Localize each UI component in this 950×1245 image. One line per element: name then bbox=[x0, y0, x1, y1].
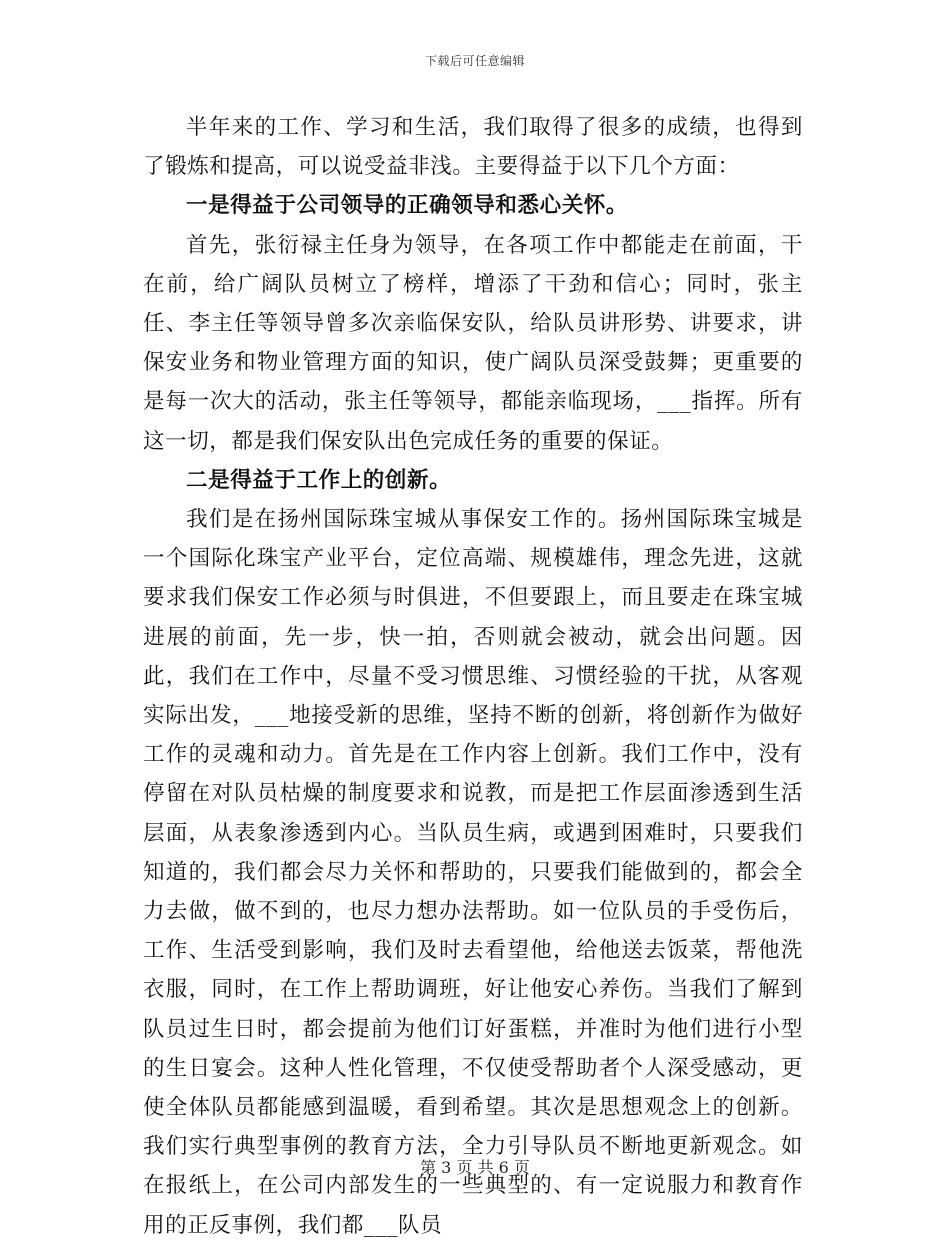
body-paragraph: 半年来的工作、学习和生活，我们取得了很多的成绩，也得到了锻炼和提高，可以说受益非浅。主要得益于以下几个方面： bbox=[143, 115, 803, 180]
section-heading: 一是得益于公司领导的正确领导和悉心关怀。 bbox=[186, 193, 629, 219]
page-header: 下载后可任意编辑 bbox=[424, 54, 525, 68]
section-heading: 二是得益于工作上的创新。 bbox=[186, 467, 452, 493]
document-body bbox=[143, 108, 803, 1245]
page-footer: 第 3 页 共 6 页 bbox=[420, 1158, 530, 1177]
body-paragraph: 首先，张衍禄主任身为领导，在各项工作中都能走在前面，干在前，给广阔队员树立了榜样，增添了干劲和信心；同时，张主任、李主任等领导曾多次亲临保安队，给队员讲形势、讲要求，讲保安业务和物业管理方面的知识，使广阔队员深受鼓舞；更重要的是每一次大的活动，张主任等领导，都能亲临现场，___指挥。所有这一切，都是我们保安队出色完成任务的重要的保证。 bbox=[143, 232, 803, 454]
body-paragraph: 我们是在扬州国际珠宝城从事保安工作的。扬州国际珠宝城是一个国际化珠宝产业平台，定位高端、规模雄伟，理念先进，这就要求我们保安工作必须与时俱进，不但要跟上，而且要走在珠宝城进展的前面，先一步，快一拍，否则就会被动，就会出问题。因此，我们在工作中，尽量不受习惯思维、习惯经验的干扰，从客观实际出发，___地接受新的思维，坚持不断的创新，将创新作为做好工作的灵魂和动力。首先是在工作内容上创新。我们工作中，没有停留在对队员枯燥的制度要求和说教，而是把工作层面渗透到生活层面，从表象渗透到内心。当队员生病，或遇到困难时，只要我们知道的，我们都会尽力关怀和帮助的，只要我们能做到的，都会全力去做，做不到的，也尽力想办法帮助。如一位队员的手受伤后，工作、生活受到影响，我们及时去看望他，给他送去饭菜，帮他洗衣服，同时，在工作上帮助调班，好让他安心养伤。当我们了解到队员过生日时，都会提前为他们订好蛋糕，并准时为他们进行小型的生日宴会。这种人性化管理，不仅使受帮助者个人深受感动，更使全体队员都能感到温暖，看到希望。其次是思想观念上的创新。我们实行典型事例的教育方法，全力引导队员不断地更新观念。如在报纸上，在公司内部发生的一些典型的、有一定说服力和教育作用的正反事例，我们都___队员 bbox=[143, 507, 803, 1238]
